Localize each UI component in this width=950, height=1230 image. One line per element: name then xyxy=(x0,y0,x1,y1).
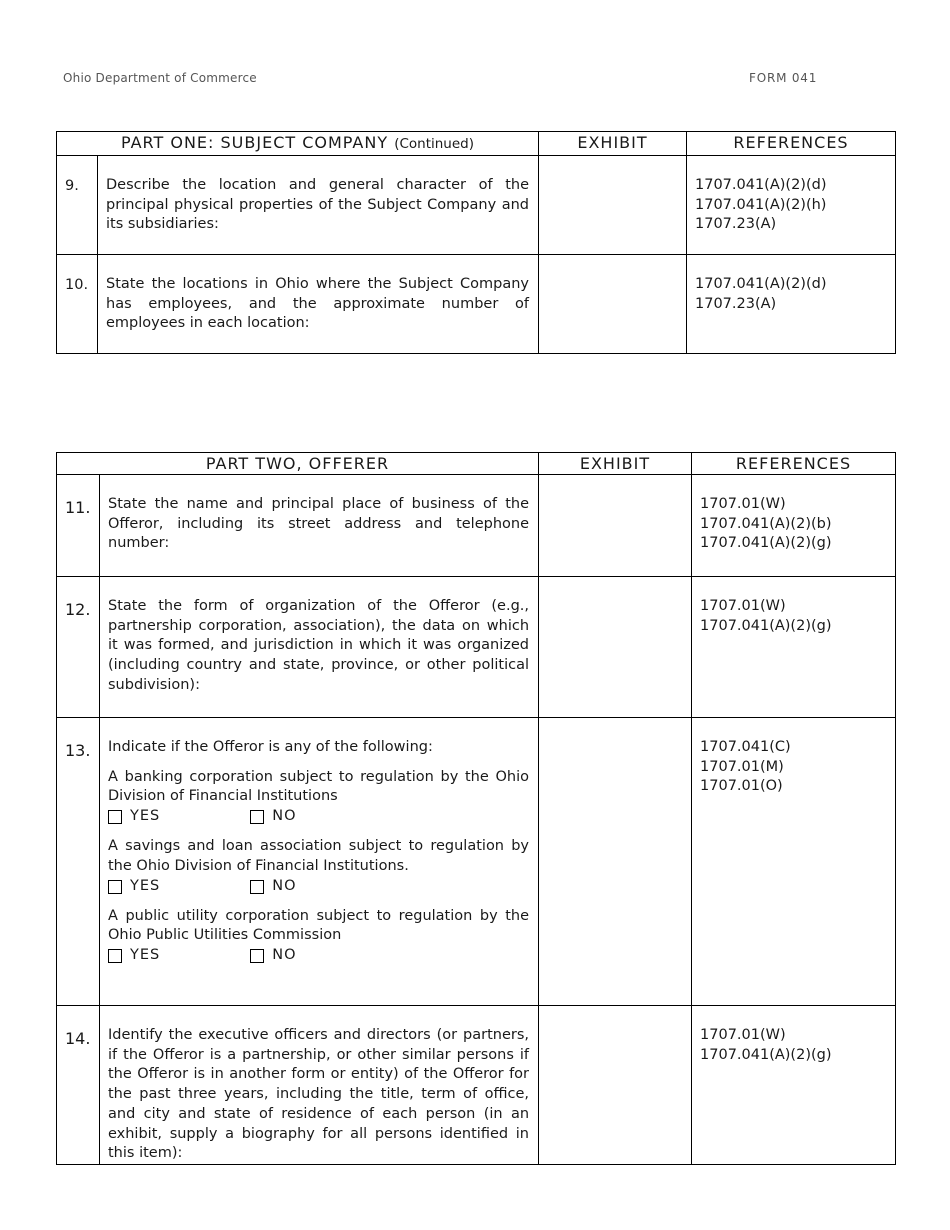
item-number: 9. xyxy=(57,156,98,255)
continued-label: (Continued) xyxy=(394,136,475,152)
yes-checkbox[interactable] xyxy=(108,880,122,894)
reference: 1707.041(A)(2)(g) xyxy=(700,535,832,552)
reference: 1707.041(A)(2)(g) xyxy=(700,617,832,634)
part-two-table xyxy=(56,452,896,1165)
item-description: Identify the executive officers and directors (or partners, if the Offeror is a partnership, or other similar persons if the Offeror is in another form or entity) of the Offeror for the past three years, including the title, term of office, and city and state of residence of each person (in an exhibit, supply a biography for all persons identified in this item): xyxy=(100,1006,539,1165)
table-row xyxy=(57,255,896,354)
part-one-table xyxy=(56,131,896,354)
yes-option[interactable] xyxy=(108,807,160,827)
option-text: A savings and loan association subject to regulation by the Ohio Division of Financial Institutions. xyxy=(108,838,530,874)
exhibit-cell[interactable] xyxy=(539,475,692,577)
exhibit-cell[interactable] xyxy=(539,156,687,255)
no-checkbox[interactable] xyxy=(250,949,264,963)
table-row xyxy=(57,475,896,577)
reference: 1707.23(A) xyxy=(695,295,777,312)
part-one-header-row xyxy=(57,132,896,156)
yes-label: YES xyxy=(130,877,161,894)
exhibit-cell[interactable] xyxy=(539,1006,692,1165)
reference: 1707.01(O) xyxy=(700,778,783,795)
part-one-title: PART ONE: SUBJECT COMPANY (Continued) xyxy=(57,132,539,156)
references-cell xyxy=(692,577,896,718)
yes-no-row xyxy=(108,946,529,966)
item-intro: Indicate if the Offeror is any of the following: xyxy=(108,739,433,755)
item-description: Describe the location and general character of the principal physical properties of the Subject Company and its subsidiaries: xyxy=(98,156,539,255)
table-row xyxy=(57,577,896,718)
yes-option[interactable] xyxy=(108,877,160,897)
item-number: 12. xyxy=(57,577,100,718)
references-cell xyxy=(692,475,896,577)
no-option[interactable] xyxy=(250,877,296,897)
agency-name: Ohio Department of Commerce xyxy=(63,71,257,85)
exhibit-cell[interactable] xyxy=(539,255,687,354)
part-two-title: PART TWO, OFFERER xyxy=(57,453,539,475)
no-option[interactable] xyxy=(250,807,296,827)
reference: 1707.041(A)(2)(d) xyxy=(695,276,827,292)
yes-label: YES xyxy=(130,947,161,964)
reference: 1707.041(A)(2)(g) xyxy=(700,1046,832,1063)
references-cell xyxy=(687,156,896,255)
no-label: NO xyxy=(272,877,297,894)
reference: 1707.041(C) xyxy=(700,739,791,755)
item-description: State the locations in Ohio where the Subject Company has employees, and the approximate number of employees in each location: xyxy=(98,255,539,354)
item-number: 13. xyxy=(57,718,100,1006)
yes-no-row xyxy=(108,807,529,827)
exhibit-cell[interactable] xyxy=(539,577,692,718)
references-cell xyxy=(687,255,896,354)
exhibit-column-header: EXHIBIT xyxy=(539,453,692,475)
references-cell xyxy=(692,1006,896,1165)
reference: 1707.041(A)(2)(d) xyxy=(695,177,827,193)
references-cell xyxy=(692,718,896,1006)
form-number: FORM 041 xyxy=(749,71,818,85)
reference: 1707.041(A)(2)(h) xyxy=(695,196,827,213)
item-description: State the form of organization of the Offeror (e.g., partnership corporation, association), the data on which it was formed, and jurisdiction in which it was organized (including country and state, province, or other political subdivision): xyxy=(100,577,539,718)
item-number: 11. xyxy=(57,475,100,577)
item-number: 14. xyxy=(57,1006,100,1165)
exhibit-column-header: EXHIBIT xyxy=(539,132,687,156)
option-text: A banking corporation subject to regulation by the Ohio Division of Financial Institutions xyxy=(108,768,530,805)
item-description: State the name and principal place of business of the Offeror, including its street address and telephone number: xyxy=(100,475,539,577)
yes-checkbox[interactable] xyxy=(108,949,122,963)
no-checkbox[interactable] xyxy=(250,810,264,824)
table-row xyxy=(57,1006,896,1165)
reference: 1707.041(A)(2)(b) xyxy=(700,515,832,532)
yes-option[interactable] xyxy=(108,946,160,966)
item-number: 10. xyxy=(57,255,98,354)
no-checkbox[interactable] xyxy=(250,880,264,894)
yes-checkbox[interactable] xyxy=(108,810,122,824)
no-label: NO xyxy=(272,808,297,825)
reference: 1707.01(M) xyxy=(700,758,784,775)
no-option[interactable] xyxy=(250,946,296,966)
option-text: A public utility corporation subject to regulation by the Ohio Public Utilities Commission xyxy=(108,907,530,944)
references-column-header: REFERENCES xyxy=(687,132,896,156)
no-label: NO xyxy=(272,947,297,964)
yes-label: YES xyxy=(130,808,161,825)
yes-no-row xyxy=(108,877,529,897)
reference: 1707.01(W) xyxy=(700,496,786,512)
references-column-header: REFERENCES xyxy=(692,453,896,475)
table-row xyxy=(57,156,896,255)
reference: 1707.23(A) xyxy=(695,216,777,233)
reference: 1707.01(W) xyxy=(700,1027,786,1043)
exhibit-cell[interactable] xyxy=(539,718,692,1006)
part-two-header-row xyxy=(57,453,896,475)
table-row xyxy=(57,718,896,1006)
item-description xyxy=(100,718,539,1006)
reference: 1707.01(W) xyxy=(700,598,786,614)
